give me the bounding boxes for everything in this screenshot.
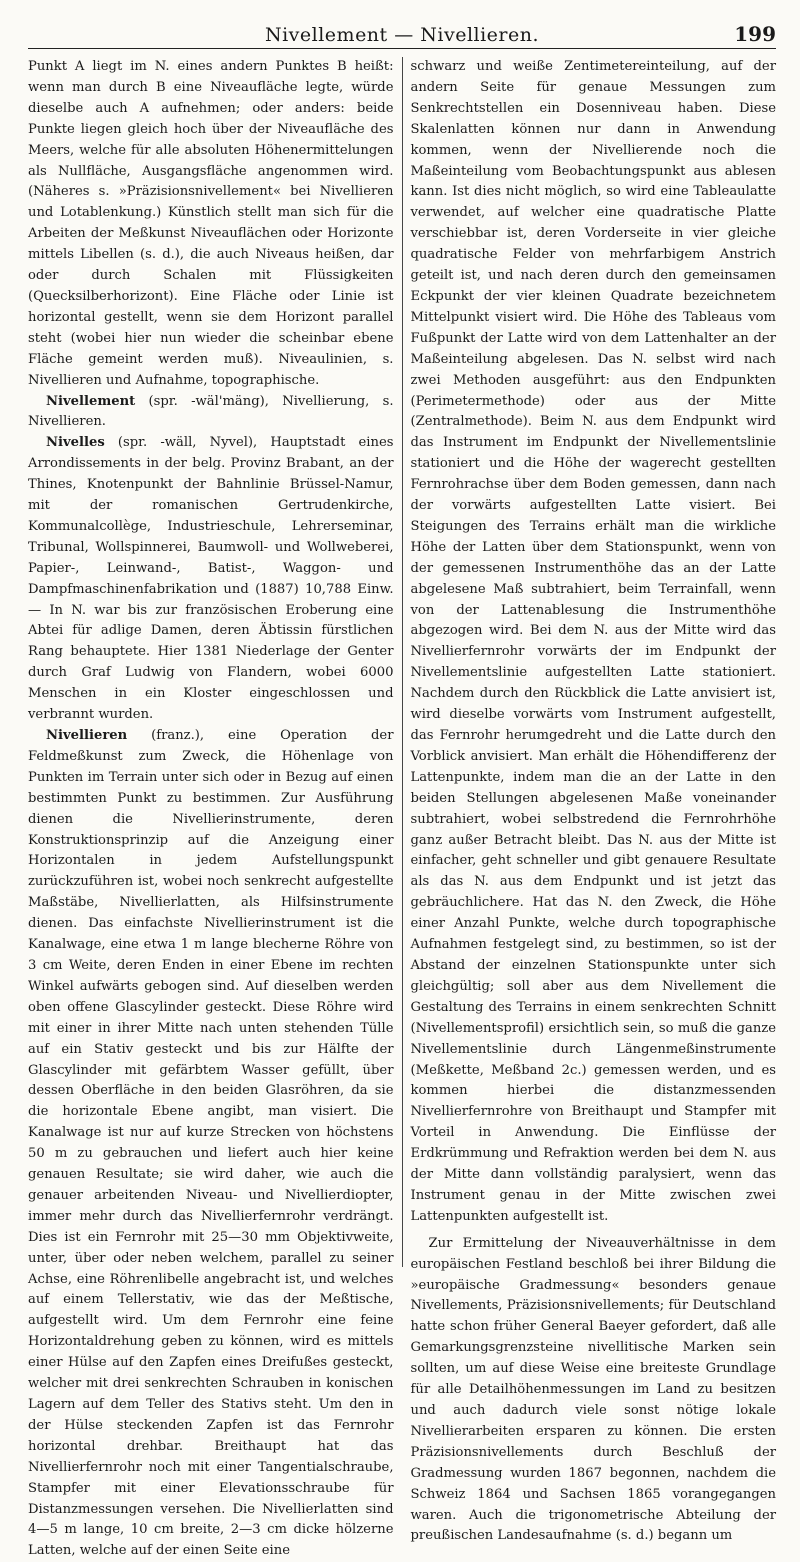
entry-body: (franz.), eine Operation der Feldmeßkunst zum Zweck, die Höhenlage von Punkten im Terrain unter sich oder in Bezug auf einen bestimmten Punkt zu bestimmen. Zur Ausführung dienen die Nivellierinstrumente, deren Konstruktionsprinzip auf die Anzeigung einer Horizontalen in jedem Aufstellungspunkt zurückzuführen ist, wobei noch senkrecht aufgestellte Maßstäbe, Nivellierlatten, als Hilfsinstrumente dienen. Das einfachste Nivellierinstrument ist die Kanalwage, eine etwa 1 m lange blecherne Röhre von 3 cm Weite, deren Enden in einer Ebene im rechten Winkel aufwärts gebogen sind. Auf dieselben werden oben offene Glascylinder gesteckt. Diese Röhre wird mit einer in ihrer Mitte nach unten stehenden Tülle auf ein Stativ gesteckt und bis zur Hälfte der Glascylinder mit gefärbtem Wasser gefüllt, über dessen Oberfläche in den beiden Glasröhren, da sie die horizontale Ebene angibt, man visiert. Die Kanalwage ist nur auf kurze Strecken von höchstens 50 m zu gebrauchen und liefert auch hier keine genauen Resultate; sie wird daher, wie auch die genauer arbeitenden Niveau- und Nivellierdiopter, immer mehr durch das Nivellierfernrohr verdrängt. Dies ist ein Fernrohr mit 25—30 mm Objektivweite, unter, über oder neben welchem, parallel zu seiner Achse, eine Röhrenlibelle angebracht ist, und welches auf einem Tellerstativ, wie das der Meßtische, aufgestellt wird. Um dem Fernrohr eine feine Horizontaldrehung geben zu können, wird es mittels einer Hülse auf den Zapfen eines Dreifußes gesteckt, welcher mit drei senkrechten Schrauben in konischen Lagern auf dem Teller des Stativs steht. Um den in der Hülse steckenden Zapfen ist das Fernrohr horizontal drehbar. Breithaupt hat das Nivellierfernrohr noch mit einer Tangentialschraube, Stampfer mit einer Elevationsschraube für Distanzmessungen versehen. Die Nivellierlatten sind 4—5 m lange, 10 cm breite, 2—3 cm dicke hölzerne Latten, welche auf der einen Seite eine xyxy=(28,728,394,1559)
entry-continuation-niveau: Punkt A liegt im N. eines andern Punktes B heißt: wenn man durch B eine Niveaufläche legte, würde dieselbe auch A aufnehmen; oder anders: beide Punkte liegen gleich hoch über der Niveaufläche des Meers, welche für alle absoluten Höhenermittelungen als Nullfläche, Ausgangsfläche angenommen wird. (Näheres s. »Präzisionsnivellement« bei Nivellieren und Lotablenkung.) Künstlich stellt man sich für die Arbeiten der Meßkunst Niveauflächen oder Horizonte mittels Libellen (s. d.), die auch Niveaus heißen, dar oder durch Schalen mit Flüssigkeiten (Quecksilberhorizont). Eine Fläche oder Linie ist horizontal gestellt, wenn sie dem Horizont parallel steht (wobei hier nun wieder die scheinbar ebene Fläche gemeint werden muß). Niveaulinien, s. Nivellieren und Aufnahme, topographische. xyxy=(28,59,394,388)
entry-nivelles xyxy=(28,433,394,726)
entry-headword: Nivellieren xyxy=(46,728,128,743)
running-head: Nivellement — Nivellieren. xyxy=(264,24,540,46)
entry-body: (spr. -wäl'mäng), Nivellierung, s. Nivellieren. xyxy=(28,393,394,430)
entry-headword: Nivelles xyxy=(46,435,105,451)
entry-nivellieren xyxy=(28,726,394,1562)
entry-continuation-nivellieren: schwarz und weiße Zentimetereinteilung, auf der andern Seite für genaue Messungen zum Senkrechtstellen ein Dosenniveau haben. Diese Skalenlatten können nur dann in Anwendung kommen, wenn der Nivellierende noch die Maßeinteilung vom Beobachtungspunkt aus ablesen kann. Ist dies nicht möglich, so wird eine Tableaulatte verwendet, auf welcher eine quadratische Platte verschiebbar ist, deren Vorderseite in vier gleiche quadratische Felder von mehrfarbigem Anstrich geteilt ist, und nach deren durch den gemeinsamen Eckpunkt der vier kleinen Quadrate bezeichnetem Mittelpunkt visiert wird. Die Höhe des Tableaus vom Fußpunkt der Latte wird von dem Lattenhalter an der Maßeinteilung abgelesen. Das N. selbst wird nach zwei Methoden ausgeführt: aus den Endpunkten (Perimetermethode) oder aus der Mitte (Zentralmethode). Beim N. aus dem Endpunkt wird das Instrument im Endpunkt der Nivellementslinie stationiert und die Höhe der wagerecht gestellten Fernrohrachse über dem Boden gemessen, dann nach der vorwärts aufgestellten Latte visiert. Bei Steigungen des Terrains erhält man die wirkliche Höhe der Latten über dem Stationspunkt, wenn von der gemessenen Instrumenthöhe das an der Latte abgelesene Maß subtrahiert, beim Terrainfall, wenn von der Lattenablesung die Instrumenthöhe abgezogen wird. Bei dem N. aus der Mitte wird das Nivellierfernrohr vorwärts der im Endpunkt der Nivellementslinie aufgestellten Latte stationiert. Nachdem durch den Rückblick die Latte anvisiert ist, wird dieselbe vorwärts vom Instrument aufgestellt, das Fernrohr herumgedreht und die Latte durch den Vorblick anvisiert. Man erhält die Höhendifferenz der Lattenpunkte, indem man die an der Latte in den beiden Stellungen abgelesenen Maße voneinander subtrahiert, wobei selbstredend die Fernrohrhöhe ganz außer Betracht bleibt. Das N. aus der Mitte ist einfacher, geht schneller und gibt genauere Resultate als das N. aus dem Endpunkt und ist jetzt das gebräuchlichere. Hat das N. den Zweck, die Höhe einer Anzahl Punkte, welche durch topographische Aufnahmen festgelegt sind, zu bestimmen, so ist der Abstand der einzelnen Stationspunkte unter sich gleichgültig; soll aber aus dem Nivellement die Gestaltung des Terrains in einem senkrechten Schnitt (Nivellementsprofil) ersichtlich sein, so muß die ganze Nivellementslinie durch Längenmeßinstrumente (Meßkette, Meßband 2c.) gemessen werden, und es kommen hierbei die distanzmessenden Nivellierfernrohre von Breithaupt und Stampfer mit Vorteil in Anwendung. Die Einflüsse der Erdkrümmung und Refraktion werden bei dem N. aus der Mitte dann vollständig paralysiert, wenn das Instrument genau in der Mitte zwischen zwei Lattenpunkten aufgestellt ist. xyxy=(410,59,776,1224)
right-column xyxy=(402,57,777,1544)
entry-body: (spr. -wäll, Nyvel), Hauptstadt eines Arrondissements in der belg. Provinz Brabant, an der Thines, Knotenpunkt der Bahnlinie Brüssel-Namur, mit der romanischen Gertrudenkirche, Kommunalcollège, Industrieschule, Lehrerseminar, Tribunal, Wollspinnerei, Baumwoll- und Wollweberei, Papier-, Leinwand-, Batist-, Waggon- und Dampfmaschinenfabrikation und (1887) 10,788 Einw. — In N. war bis zur französischen Eroberung eine Abtei für adlige Damen, deren Äbtissin fürstlichen Rang behauptete. Hier 1381 Niederlage der Genter durch Graf Ludwig von Flandern, wobei 6000 Menschen in ein Kloster eingeschlossen und verbrannt wurden. xyxy=(28,435,394,723)
page-header xyxy=(28,22,776,49)
text-columns xyxy=(28,57,776,1559)
entry-headword: Nivellement xyxy=(46,393,136,409)
paragraph-praezisionsnivellement: Zur Ermittelung der Niveauverhältnisse in dem europäischen Festland beschloß bei ihrer Bildung die »europäische Gradmessung« besonders genaue Nivellements, Präzisionsnivellements; für Deutschland hatte schon früher General Baeyer gefordert, daß alle Gemarkungsgrenzsteine nivellitische Marken sein sollten, um auf diese Weise eine breiteste Grundlage für alle Detailhöhenmessungen im Land zu besitzen und auch dadurch viele sonst nötige lokale Nivellierarbeiten ersparen zu können. Die ersten Präzisionsnivellements durch Beschluß der Gradmessung wurden 1867 begonnen, nachdem die Schweiz 1864 und Sachsen 1865 vorangegangen waren. Auch die trigonometrische Abteilung der preußischen Landesaufnahme (s. d.) begann um xyxy=(410,1235,776,1544)
entry-nivellement xyxy=(28,392,394,434)
page-number: 199 xyxy=(734,22,776,46)
left-column xyxy=(28,57,402,1559)
